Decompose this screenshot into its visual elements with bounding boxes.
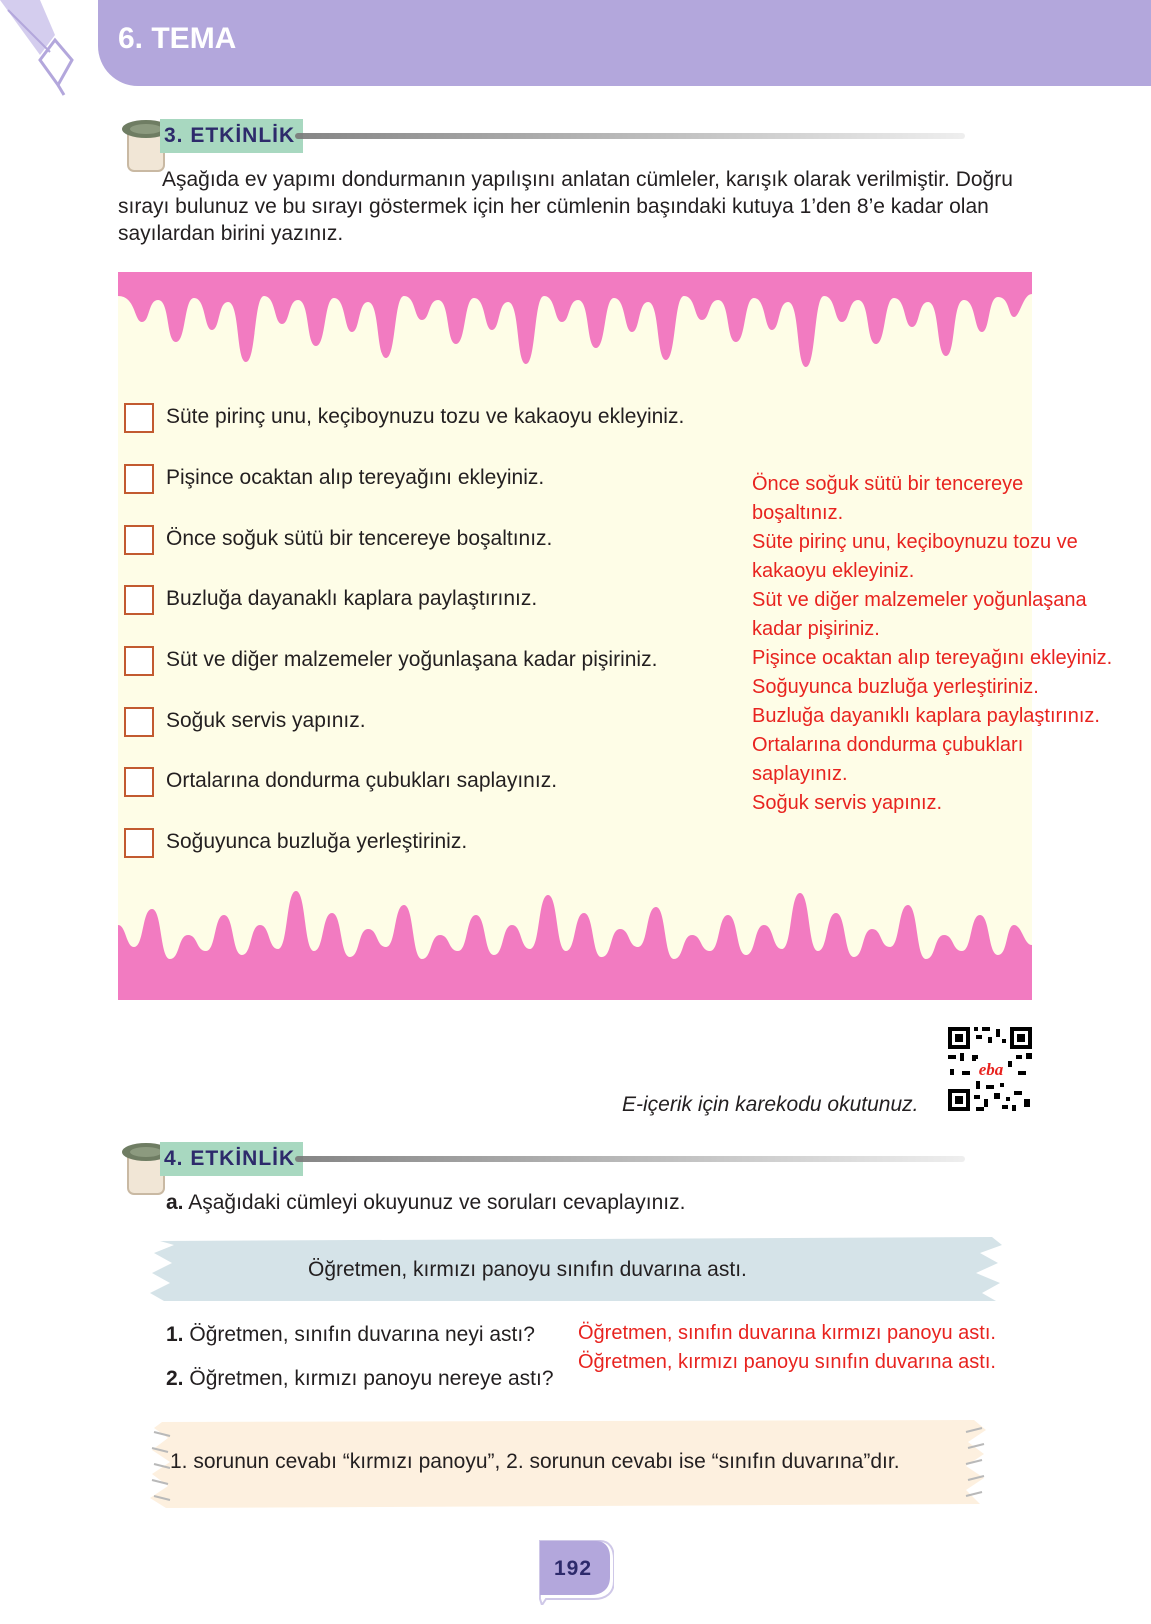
order-box[interactable] [124, 646, 154, 676]
answer-line: Pişince ocaktan alıp tereyağını ekleyiniz. [752, 647, 1113, 669]
step-text: Soğuk servis yapınız. [166, 709, 366, 732]
answer-line: Süte pirinç unu, keçiboynuzu tozu ve [752, 531, 1078, 553]
list-item [124, 585, 744, 625]
qr-caption: E-içerik için karekodu okutunuz. [622, 1093, 919, 1116]
list-item [124, 707, 744, 747]
activity-4-label [120, 1140, 920, 1184]
step-text: Buzluğa dayanaklı kaplara paylaştırınız. [166, 587, 538, 610]
question-number: 2. [166, 1367, 184, 1390]
list-item [124, 828, 744, 868]
list-item [124, 646, 744, 686]
step-text: Pişince ocaktan alıp tereyağını ekleyiniz. [166, 466, 545, 489]
order-box[interactable] [124, 767, 154, 797]
explanation-note: 1. sorunun cevabı “kırmızı panoyu”, 2. sorunun cevabı ise “sınıfın duvarına”dır. [170, 1450, 900, 1473]
answer-line: kakaoyu ekleyiniz. [752, 560, 915, 582]
page-number: 192 [553, 1557, 593, 1580]
answer-line: kadar pişiriniz. [752, 618, 880, 640]
list-item [124, 464, 744, 504]
question-text: Öğretmen, kırmızı panoyu nereye astı? [189, 1367, 554, 1390]
activity-3-divider [295, 133, 965, 139]
order-box[interactable] [124, 525, 154, 555]
order-box[interactable] [124, 585, 154, 615]
answer-line: boşaltınız. [752, 502, 844, 524]
activity-4-instruction [166, 1191, 685, 1215]
list-item [124, 403, 744, 443]
question-text: Öğretmen, sınıfın duvarına neyi astı? [189, 1323, 535, 1346]
list-item [124, 767, 744, 807]
eba-logo-text: eba [978, 1060, 1004, 1079]
question-1 [166, 1323, 535, 1347]
answer-line: Soğuk servis yapınız. [752, 792, 943, 814]
order-box[interactable] [124, 403, 154, 433]
answer-line: Soğuyunca buzluğa yerleştiriniz. [752, 676, 1039, 698]
list-item [124, 525, 744, 565]
activity-3-label [120, 117, 920, 161]
activity-3-title: 3. ETKİNLİK [160, 119, 303, 153]
header-band [98, 0, 1151, 86]
answer-line: Ortalarına dondurma çubukları [752, 734, 1024, 756]
sentence-text: Öğretmen, kırmızı panoyu sınıfın duvarına astı. [308, 1258, 747, 1281]
theme-title: 6. TEMA [118, 22, 237, 55]
step-text: Soğuyunca buzluğa yerleştiriniz. [166, 830, 468, 853]
part-letter: a. [166, 1191, 184, 1214]
pink-drip-border-bottom [118, 885, 1032, 1000]
answer-line: Buzluğa dayanıklı kaplara paylaştırınız. [752, 705, 1100, 727]
pen-nib-icon [0, 0, 112, 100]
activity-4-title: 4. ETKİNLİK [160, 1142, 303, 1176]
answer-line: Süt ve diğer malzemeler yoğunlaşana [752, 589, 1087, 611]
ordered-answer-text [752, 470, 1148, 818]
qr-code-icon[interactable] [946, 1025, 1034, 1113]
pink-drip-border-top [118, 272, 1032, 380]
step-text: Ortalarına dondurma çubukları saplayınız. [166, 769, 558, 792]
order-box[interactable] [124, 464, 154, 494]
answer-line: Önce soğuk sütü bir tencereye [752, 473, 1024, 495]
question-number: 1. [166, 1323, 184, 1346]
step-text: Önce soğuk sütü bir tencereye boşaltınız. [166, 527, 553, 550]
answer-line: saplayınız. [752, 763, 848, 785]
question-2 [166, 1367, 554, 1391]
answer-1: Öğretmen, sınıfın duvarına kırmızı panoyu astı. [578, 1322, 996, 1344]
activity-4-divider [295, 1156, 965, 1162]
part-instruction: Aşağıdaki cümleyi okuyunuz ve soruları cevaplayınız. [188, 1191, 686, 1214]
step-text: Süt ve diğer malzemeler yoğunlaşana kadar pişiriniz. [166, 648, 658, 671]
order-box[interactable] [124, 707, 154, 737]
answer-2: Öğretmen, kırmızı panoyu sınıfın duvarına astı. [578, 1351, 996, 1373]
activity-3-instructions: Aşağıda ev yapımı dondurmanın yapılışını anlatan cümleler, karışık olarak verilmiştir. Doğru sırayı bulunuz ve bu sırayı göstermek için her cümlenin başındaki kutuya 1’den 8’e kadar olan sayılardan birini yazınız. [118, 168, 1013, 245]
order-box[interactable] [124, 828, 154, 858]
step-text: Süte pirinç unu, keçiboynuzu tozu ve kakaoyu ekleyiniz. [166, 405, 685, 428]
